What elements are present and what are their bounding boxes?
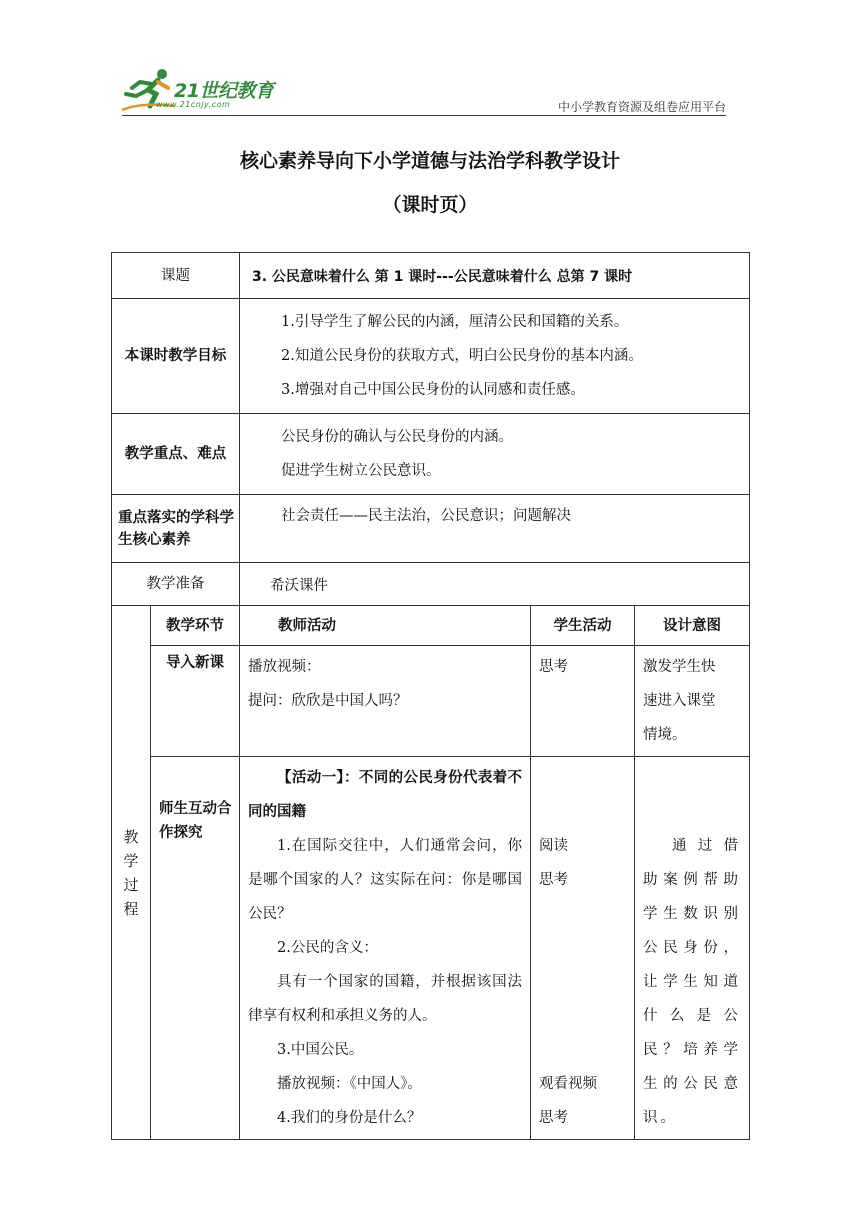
literacy-row — [112, 495, 750, 563]
page-subtitle: （课时页） — [382, 194, 478, 216]
header-divider — [122, 115, 726, 116]
lesson-table — [111, 252, 750, 1140]
goal-item: 3.增强对自己中国公民身份的认同感和责任感。 — [281, 382, 585, 398]
student-line: 思考 — [539, 1110, 568, 1126]
logo — [122, 66, 302, 114]
intent-cell — [635, 757, 750, 1140]
keypoint-item: 促进学生树立公民意识。 — [281, 463, 441, 479]
teacher-line: 具有一个国家的国籍，并根据该国法律享有权利和承担义务的人。 — [248, 974, 522, 1024]
goal-item: 2.知道公民身份的获取方式，明白公民身份的基本内涵。 — [281, 348, 643, 364]
process-row — [112, 757, 750, 1140]
teacher-activity-cell — [240, 757, 531, 1140]
stage-cell: 师生互动合作探究 — [151, 757, 240, 1140]
literacy-value — [240, 495, 750, 563]
page-header — [122, 66, 726, 116]
topic-label: 课题 — [112, 253, 240, 299]
student-line: 观看视频 — [539, 1076, 597, 1092]
activity-title: 【活动一】：不同的公民身份代表着不同的国籍 — [248, 769, 522, 820]
student-activity-cell — [531, 757, 635, 1140]
teacher-line: 3.中国公民。 — [277, 1042, 364, 1058]
literacy-text: 社会责任——民主法治，公民意识；问题解决 — [281, 508, 571, 524]
intent-line: 速进入课堂 — [643, 693, 716, 709]
teacher-line: 播放视频： — [248, 659, 321, 675]
literacy-label: 重点落实的学科学生核心素养 — [112, 495, 240, 563]
keypoints-label: 教学重点、难点 — [112, 414, 240, 495]
prep-label: 教学准备 — [112, 563, 240, 606]
teacher-line: 提问：欣欣是中国人吗？ — [248, 693, 408, 709]
page-title: 核心素养导向下小学道德与法治学科教学设计 — [239, 150, 620, 172]
goals-label: 本课时教学目标 — [112, 299, 240, 414]
prep-row — [112, 563, 750, 606]
teacher-line: 4.我们的身份是什么？ — [277, 1110, 422, 1126]
teacher-activity-cell — [240, 646, 531, 757]
col-header-stage: 教学环节 — [151, 606, 240, 646]
intent-line: 情境。 — [643, 727, 687, 743]
topic-row — [112, 253, 750, 299]
student-activity-cell — [531, 646, 635, 757]
teacher-line: 播放视频：《中国人》。 — [277, 1076, 422, 1092]
topic-value: 3. 公民意味着什么 第 1 课时---公民意味着什么 总第 7 课时 — [240, 253, 750, 299]
process-header-row — [112, 606, 750, 646]
intent-cell — [635, 646, 750, 757]
intent-text: 通过借助案例帮助学生数识别公民身份，让学生知道什么是公民？培养学生的公民意识。 — [643, 838, 742, 1126]
student-line: 思考 — [539, 872, 568, 888]
student-line: 阅读 — [539, 838, 568, 854]
logo-url: www.21cnjy.com — [156, 100, 231, 109]
goals-list — [240, 299, 750, 414]
goal-item: 1.引导学生了解公民的内涵，厘清公民和国籍的关系。 — [281, 314, 629, 330]
process-side-label — [112, 606, 151, 1140]
stage-cell: 导入新课 — [151, 646, 240, 757]
keypoints-list — [240, 414, 750, 495]
platform-name: 中小学教育资源及组卷应用平台 — [557, 100, 726, 114]
student-line: 思考 — [539, 659, 568, 675]
teacher-line: 1.在国际交往中，人们通常会问，你是哪个国家的人？这实际在问：你是哪国公民？ — [248, 838, 522, 922]
keypoint-item: 公民身份的确认与公民身份的内涵。 — [281, 429, 513, 445]
process-row — [112, 646, 750, 757]
goals-row — [112, 299, 750, 414]
process-side-text: 教学过程 — [123, 827, 139, 918]
col-header-student: 学生活动 — [531, 606, 635, 646]
logo-text: 21世纪教育 — [174, 80, 274, 102]
col-header-teacher: 教师活动 — [240, 606, 531, 646]
col-header-intent: 设计意图 — [635, 606, 750, 646]
keypoints-row — [112, 414, 750, 495]
intent-line: 激发学生快 — [643, 659, 716, 675]
teacher-line: 2.公民的含义： — [277, 940, 378, 956]
prep-value: 希沃课件 — [240, 563, 750, 606]
